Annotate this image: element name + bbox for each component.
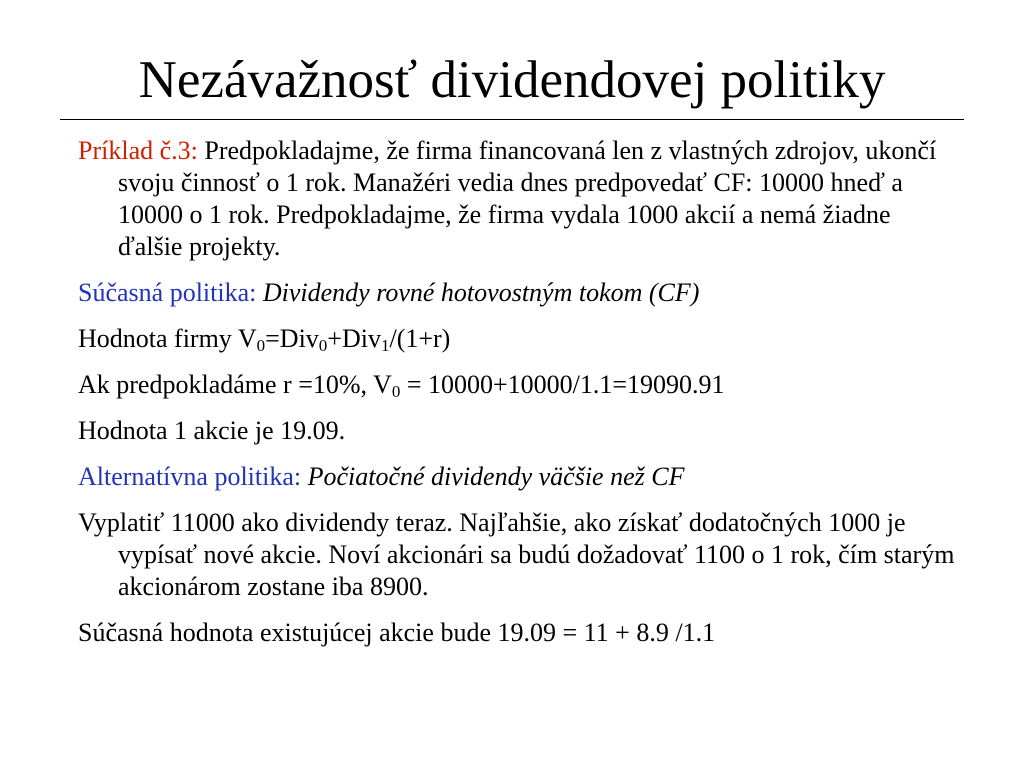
alternative-policy-label: Alternatívna politika: (78, 462, 302, 491)
formula-text: +Div (327, 324, 381, 353)
firm-value-calculation (78, 369, 958, 401)
current-policy-paragraph (78, 277, 958, 309)
formula-text: Hodnota firmy V (78, 324, 257, 353)
firm-value-formula (78, 323, 958, 355)
formula-subscript: 1 (380, 336, 390, 355)
calculation-text: = 10000+10000/1.1=19090.91 (400, 370, 725, 399)
page-title: Nezávažnosť dividendovej politiky (138, 51, 886, 109)
title-divider (60, 119, 964, 120)
current-policy-text: Dividendy rovné hotovostným tokom (CF) (256, 278, 700, 307)
example-text: Predpokladajme, že firma financovaná len z vlastných zdrojov, ukončí svoju činnosť o 1 rok. Manažéri vedia dnes predpovedať CF: 10000 hneď a 10000 o 1 rok. Predpokladajme, že firma vydala 1000 akcií a nemá žiadne ďalšie projekty. (118, 136, 937, 261)
slide-body (78, 135, 958, 663)
example-paragraph (78, 135, 958, 263)
alternative-policy-paragraph (78, 461, 958, 493)
calculation-subscript: 0 (391, 382, 401, 401)
share-value-paragraph: Hodnota 1 akcie je 19.09. (78, 416, 346, 445)
formula-subscript: 0 (318, 336, 328, 355)
current-policy-label: Súčasná politika: (78, 278, 257, 307)
formula-subscript: 0 (256, 336, 266, 355)
present-value-paragraph: Súčasná hodnota existujúcej akcie bude 19.09 = 11 + 8.9 /1.1 (78, 618, 716, 647)
formula-text: /(1+r) (389, 324, 451, 353)
formula-text: =Div (265, 324, 319, 353)
alternative-policy-text: Počiatočné dividendy väčšie než CF (301, 462, 685, 491)
payout-paragraph: Vyplatiť 11000 ako dividendy teraz. Najľahšie, ako získať dodatočných 1000 je vypísať nové akcie. Noví akcionári sa budú dožadovať 1100 o 1 rok, čím starým akcionárom zostane iba 8900. (78, 508, 955, 601)
calculation-text: Ak predpokladáme r =10%, V (78, 370, 392, 399)
example-label: Príklad č.3: (78, 136, 198, 165)
